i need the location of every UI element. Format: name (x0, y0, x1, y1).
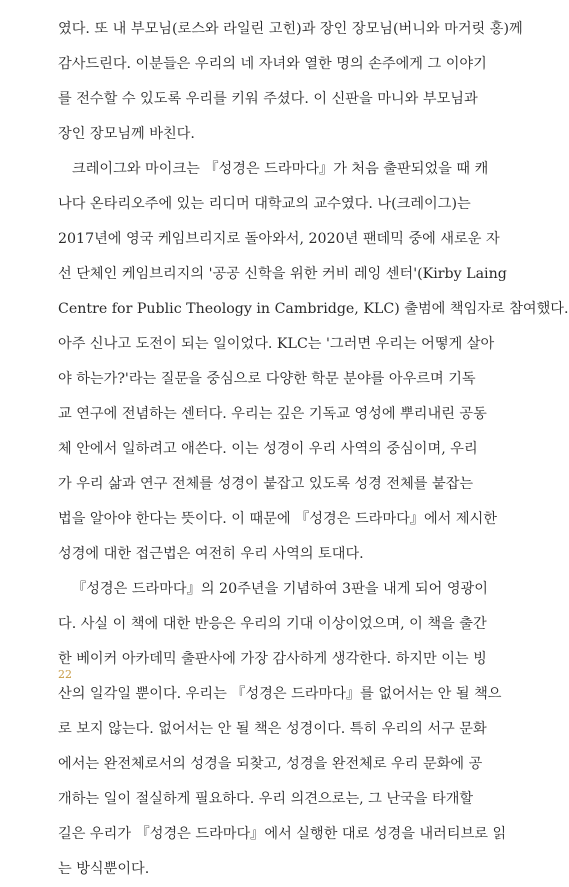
text-line: 아주 신나고 도전이 되는 일이었다. KLC는 '그러면 우리는 어떻게 살아 (58, 336, 495, 352)
text-line: 교 연구에 전념하는 센터다. 우리는 깊은 기독교 영성에 뿌리내린 공동 (58, 406, 487, 422)
text-line: 『성경은 드라마다』의 20주년을 기념하여 3판을 내게 되어 영광이 (72, 581, 488, 597)
text-line: 산의 일각일 뿐이다. 우리는 『성경은 드라마다』를 없어서는 안 될 책으 (58, 686, 502, 702)
text-line: 야 하는가?'라는 질문을 중심으로 다양한 학문 분야를 아우르며 기독 (58, 371, 476, 387)
text-line: 에서는 완전체로서의 성경을 되찾고, 성경을 완전체로 우리 문화에 공 (58, 756, 483, 772)
page-number: 22 (58, 668, 72, 681)
text-line: 장인 장모님께 바친다. (58, 126, 195, 142)
text-line: 체 안에서 일하려고 애쓴다. 이는 성경이 우리 사역의 중심이며, 우리 (58, 441, 478, 457)
text-line: 크레이그와 마이크는 『성경은 드라마다』가 처음 출판되었을 때 캐 (72, 161, 489, 177)
text-line: 감사드린다. 이분들은 우리의 네 자녀와 열한 명의 손주에게 그 이야기 (58, 56, 487, 72)
text-line: 로 보지 않는다. 없어서는 안 될 책은 성경이다. 특히 우리의 서구 문화 (58, 721, 487, 737)
text-line: 성경에 대한 접근법은 여전히 우리 사역의 토대다. (58, 546, 364, 562)
text-line: 를 전수할 수 있도록 우리를 키워 주셨다. 이 신판을 마니와 부모님과 (58, 91, 478, 107)
text-line: 법을 알아야 한다는 뜻이다. 이 때문에 『성경은 드라마다』에서 제시한 (58, 511, 498, 527)
text-line: 는 방식뿐이다. (58, 861, 150, 877)
text-line: 한 베이커 아카데믹 출판사에 가장 감사하게 생각한다. 하지만 이는 빙 (58, 651, 487, 667)
body-text (58, 12, 569, 887)
text-line: 나다 온타리오주에 있는 리디머 대학교의 교수였다. 나(크레이그)는 (58, 196, 471, 212)
text-line: 다. 사실 이 책에 대한 반응은 우리의 기대 이상이었으며, 이 책을 출간 (58, 616, 487, 632)
text-line: 선 단체인 케임브리지의 '공공 신학을 위한 커비 레잉 센터'(Kirby Laing (58, 266, 507, 282)
text-line: 개하는 일이 절실하게 필요하다. 우리 의견으로는, 그 난국을 타개할 (58, 791, 474, 807)
text-line: 가 우리 삶과 연구 전체를 성경이 붙잡고 있도록 성경 전체를 붙잡는 (58, 476, 474, 492)
text-line: 길은 우리가 『성경은 드라마다』에서 실행한 대로 성경을 내러티브로 읽 (58, 826, 507, 842)
text-line: 였다. 또 내 부모님(로스와 라일린 고힌)과 장인 장모님(버니와 마거릿 홍)께 (58, 21, 523, 37)
text-line: Centre for Public Theology in Cambridge, KLC) 출범에 책임자로 참여했다. (58, 301, 569, 317)
text-line: 2017년에 영국 케임브리지로 돌아와서, 2020년 팬데믹 중에 새로운 자 (58, 231, 500, 247)
